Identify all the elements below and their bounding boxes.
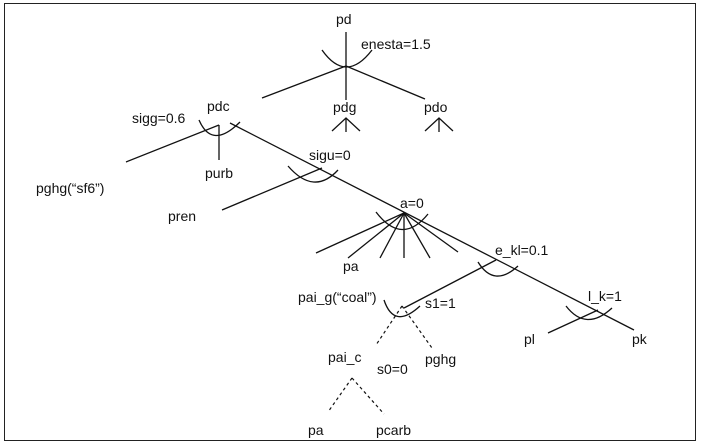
branch-a-5 <box>404 213 430 258</box>
e-kl-nest <box>404 260 518 308</box>
node-pdc: pdc <box>207 98 230 114</box>
branch-a-1 <box>316 213 404 253</box>
branch-sigu-pren <box>222 168 322 210</box>
dashed-paig-pghg <box>402 306 432 348</box>
branch-a-6 <box>404 213 458 252</box>
label-s0: s0=0 <box>377 361 408 377</box>
node-pcarb: pcarb <box>376 422 412 438</box>
label-l-k: l_k=1 <box>588 288 622 304</box>
node-pai-g: pai_g(“coal”) <box>298 289 377 305</box>
label-s1: s1=1 <box>425 295 456 311</box>
dashed-paig-paic <box>376 306 402 345</box>
node-pa-bottom: pa <box>308 422 324 438</box>
label-sigg: sigg=0.6 <box>132 110 186 126</box>
node-pa-top: pa <box>343 258 359 274</box>
node-purb: purb <box>205 165 234 181</box>
node-pd: pd <box>336 11 352 27</box>
node-pghg: pghg <box>425 351 457 367</box>
dashed-paic-pa <box>328 378 352 412</box>
sigu-nest <box>222 166 338 210</box>
label-sigu: sigu=0 <box>309 147 351 163</box>
arc-ekl <box>478 262 518 276</box>
node-pk: pk <box>632 331 647 347</box>
node-pai-c: pai_c <box>328 349 362 365</box>
pai-c-nest <box>328 378 384 414</box>
branch-pd-pdo <box>346 66 425 99</box>
pai-g-nest <box>376 300 432 348</box>
node-pdo: pdo <box>424 99 448 115</box>
label-enesta: enesta=1.5 <box>361 36 431 52</box>
l-k-nest <box>548 306 612 333</box>
node-pl: pl <box>524 331 535 347</box>
label-a: a=0 <box>400 195 424 211</box>
label-e-kl: e_kl=0.1 <box>495 242 549 258</box>
node-pdg: pdg <box>333 99 357 115</box>
branch-a-2 <box>348 213 404 258</box>
arc-lk <box>566 306 612 320</box>
a-nest <box>316 212 458 258</box>
pdc-nest <box>126 120 634 330</box>
node-pren: pren <box>168 208 197 224</box>
arc-enesta <box>322 50 372 67</box>
node-pghg-sf6: pghg(“sf6”) <box>36 180 105 196</box>
branch-pd-left <box>262 66 346 98</box>
dashed-paic-pcarb <box>352 378 384 414</box>
